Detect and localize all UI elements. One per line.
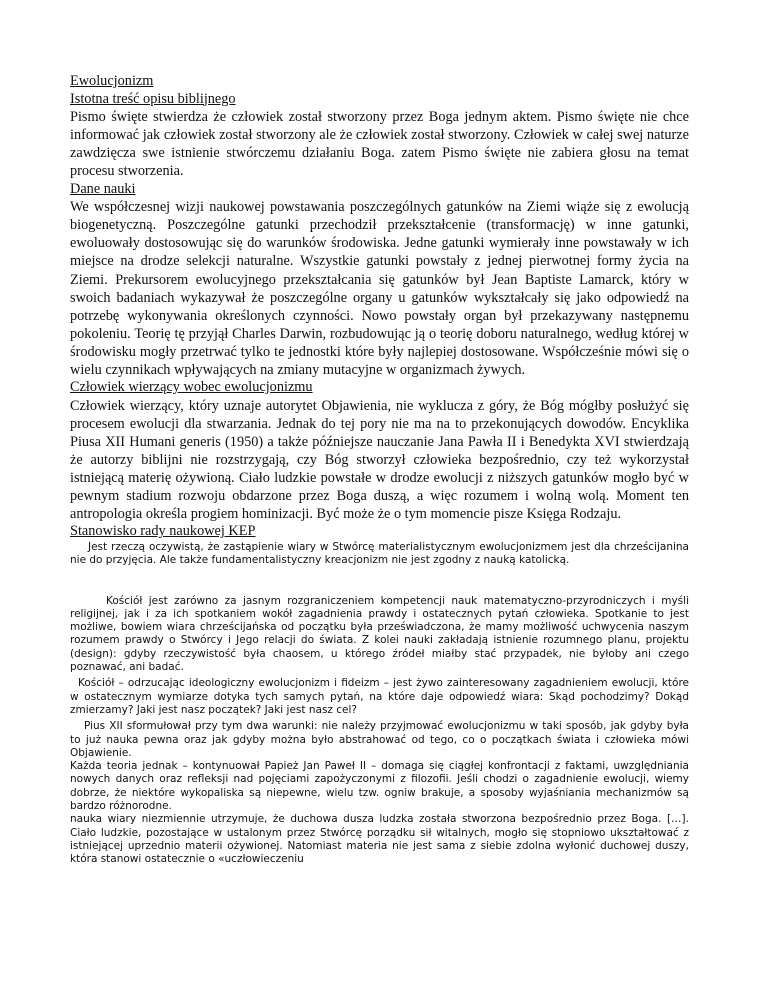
kep-paragraph-1: Jest rzeczą oczywistą, że zastąpienie wiary w Stwórcę materialistycznym ewolucjonizmem jest dla chrześcijanina nie do przyjęcia. Ale także fundamentalistyczny kreacjonizm nie jest zgodny z nauką katolicką.: [70, 540, 689, 567]
kep-paragraph-3: Kościół – odrzucając ideologiczny ewolucjonizm i fideizm – jest żywo zainteresowany zagadnieniem ewolucji, które w ostatecznym wymiarze dotyka tych samych pytań, na które daje odpowiedź wiara: Skąd pochodzimy? Dokąd zmierzamy? Jaki jest nasz początek? Jaki jest nasz cel?: [70, 677, 689, 716]
kep-paragraph-5: Każda teoria jednak – kontynuował Papież Jan Paweł II – domaga się ciągłej konfrontacji z faktami, uwzględniania nowych danych oraz refleksji nad pojęciami zapożyczonymi z filozofii. Jeśli chodzi o zagadnienie ewolucji, wiemy dobrze, że niektóre wykopaliska są niepewne, wielu tzw. ogniw brakuje, a sposoby wyjaśniania mechanizmów są bardzo różnorodne.: [70, 760, 689, 812]
section-heading-believer: Człowiek wierzący wobec ewolucjonizmu: [70, 379, 313, 396]
spacer: [70, 568, 689, 595]
section-text-science: We współczesnej wizji naukowej powstawania poszczególnych gatunków na Ziemi wiąże się z ewolucją biogenetyczną. Poszczególne gatunki przechodził przekształcenie (transformację) w inne gatunki, ewoluowały dostosowując się do warunków środowiska. Jedne gatunki wymierały inne powstawały w ich miejsce na drodze selekcji naturalne. Wszystkie gatunki powstały z jednej pierwotnej formy życia na Ziemi. Prekursorem ewolucyjnego przekształcania się gatunków był Jean Baptiste Lamarck, który w swoich badaniach wykazywał że poszczególne organy u gatunków wykształcały się jako odpowiedź na potrzebę wykonywania określonych czynności. Nowo powstały organ był przekazywany następnemu pokoleniu. Teorię tę przyjął Charles Darwin, rozbudowując ją o teorię doboru naturalnego, według której w środowisku mogły przetrwać tylko te jednostki które były najlepiej dostosowane. Współcześnie mówi się o wielu czynnikach wpływających na zmiany mutacyjne w organizmach żywych.: [70, 199, 689, 378]
kep-paragraph-6: nauka wiary niezmiennie utrzymuje, że duchowa dusza ludzka została stworzona bezpośrednio przez Boga. […]. Ciało ludzkie, pozostające w ustalonym przez Stwórcę porządku sił witalnych, mogło się stopniowo ukształtować z istniejącej uprzednio materii ożywionej. Natomiast materia nie jest sama z siebie zdolna wyłonić duchowej duszy, która stanowi ostatecznie o «uczłowieczeniu: [70, 813, 689, 866]
section-text-believer: Człowiek wierzący, który uznaje autorytet Objawienia, nie wyklucza z góry, że Bóg mógłby posłużyć się procesem ewolucji dla stwarzania. Jednak do tej pory nie ma na to przekonujących dowodów. Encyklika Piusa XII Humani generis (1950) a także późniejsze nauczanie Jana Pawła II i Benedykta XVI stwierdzają że autorzy biblijni nie rozstrzygają, czy Bóg stworzył człowieka bezpośrednio, czy też wykorzystał istniejącą materię ożywioną. Ciało ludzkie powstałe w drodze ewolucji z niższych gatunków mogło być w pewnym stadium rozwoju obdarzone przez Boga duszą, a więc rozumem i wolną wolą. Moment ten antropologia określa progiem hominizacji. Być może że o tym momencie pisze Księga Rodzaju.: [70, 397, 689, 523]
section-heading-biblical: Istotna treść opisu biblijnego: [70, 90, 236, 107]
kep-paragraph-4: Pius XII sformułował przy tym dwa warunki: nie należy przyjmować ewolucjonizmu w taki sposób, jak gdyby była to już nauka pewna oraz jak gdyby można było abstrahować od tego, co o początkach świata i człowieka mówi Objawienie.: [70, 720, 689, 759]
section-text-biblical: Pismo święte stwierdza że człowiek został stworzony przez Boga jednym aktem. Pismo święte nie chce informować jak człowiek został stworzony ale że człowiek został stworzony. Człowiek w całej swej naturze zawdzięcza swe istnienie stwórczemu działaniu Boga. zatem Pismo święte nie zabiera głosu na temat procesu stworzenia.: [70, 109, 689, 180]
document-page: [70, 73, 689, 866]
document-title: Ewolucjonizm: [70, 73, 154, 89]
kep-paragraph-2: Kościół jest zarówno za jasnym rozgraniczeniem kompetencji nauk matematyczno-przyrodniczych i myśli religijnej, jak i za ich spotkaniem wokół zagadnienia prawdy i ostatecznych pytań człowieka. Spotkanie to jest możliwe, bowiem wiara chrześcijańska od początku była przeświadczona, że mamy możliwość uchwycenia naszym rozumem prawdy o Stwórcy i Jego relacji do świata. Z kolei nauki zakładają istnienie rozumnego planu, projektu (design): gdyby rzeczywistość była chaosem, u którego źródeł miałby stać przypadek, nie byłoby ani czego poznawać, ani badać.: [70, 594, 689, 674]
section-heading-kep: Stanowisko rady naukowej KEP: [70, 523, 256, 540]
section-heading-science: Dane nauki: [70, 180, 136, 197]
